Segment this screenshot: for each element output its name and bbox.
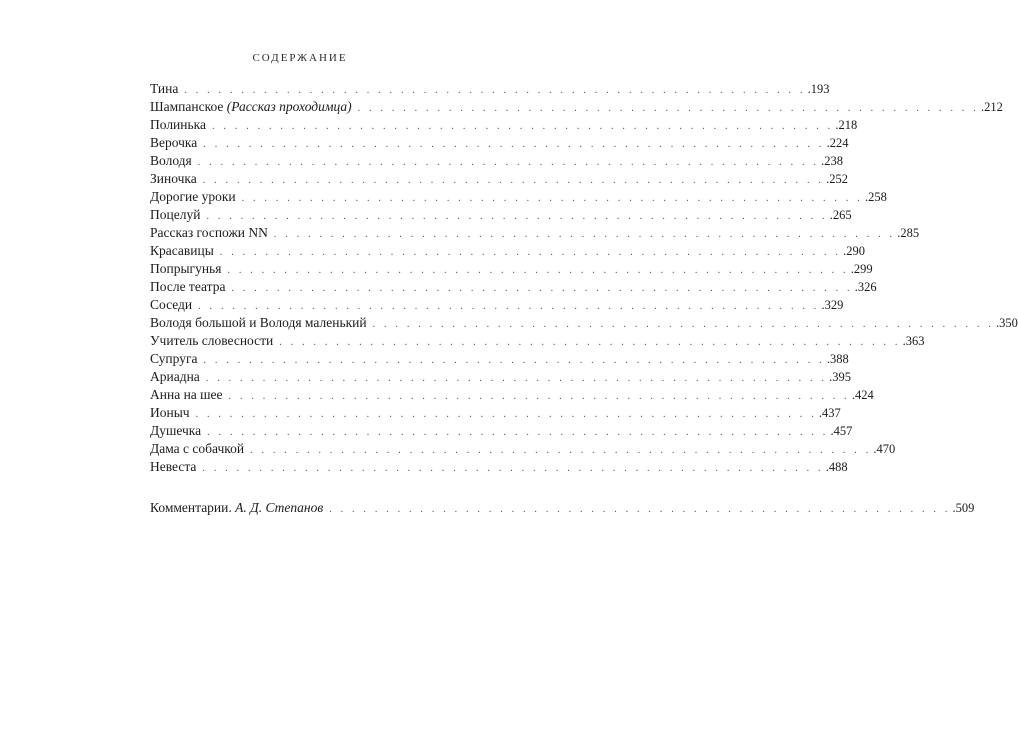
toc-leader-dots: . . . . . . . . . . . . . . . . . . . . . . . . . . . . . . . . . . . . . . . . . . . . . . . . . . . . . . . [212, 121, 834, 132]
toc-page-number: .299 [850, 262, 873, 276]
toc-entry-title: Соседи [150, 297, 193, 312]
toc-entry-title: Тина [150, 81, 179, 96]
toc-entry[interactable] [150, 116, 858, 134]
toc-entry[interactable] [150, 296, 844, 314]
toc-leader-dots: . . . . . . . . . . . . . . . . . . . . . . . . . . . . . . . . . . . . . . . . . . . . . . . . . . . . . . . [197, 157, 820, 168]
toc-entry-title: Красавицы [150, 243, 214, 258]
toc-list [150, 80, 1018, 517]
toc-entry[interactable] [150, 278, 877, 296]
toc-page-number: .470 [873, 442, 896, 456]
toc-page-number: .437 [818, 406, 841, 420]
toc-page-number: .252 [826, 172, 848, 186]
toc-entry[interactable] [150, 170, 848, 188]
toc-entry[interactable] [150, 224, 920, 242]
toc-leader-dots: . . . . . . . . . . . . . . . . . . . . . . . . . . . . . . . . . . . . . . . . . . . . . . . . . . . . . . . [202, 175, 825, 186]
toc-entry-title: Учитель словесности [150, 333, 274, 348]
toc-leader-dots: . . . . . . . . . . . . . . . . . . . . . . . . . . . . . . . . . . . . . . . . . . . . . . . . . . . . . . . [203, 355, 825, 366]
toc-entry[interactable] [150, 440, 896, 458]
toc-leader-dots: . . . . . . . . . . . . . . . . . . . . . . . . . . . . . . . . . . . . . . . . . . . . . . . . . . . . . . . [206, 211, 828, 222]
toc-entry-title: Дама с собачкой [150, 441, 245, 456]
toc-entry[interactable] [150, 368, 851, 386]
toc-entry[interactable] [150, 98, 1003, 116]
toc-entry[interactable] [150, 404, 841, 422]
toc-entry-title: Попрыгунья [150, 261, 222, 276]
toc-leader-dots: . . . . . . . . . . . . . . . . . . . . . . . . . . . . . . . . . . . . . . . . . . . . . . . . . . . . . . . [219, 247, 842, 258]
toc-leader-dots: . . . . . . . . . . . . . . . . . . . . . . . . . . . . . . . . . . . . . . . . . . . . . . . . . . . . . . . [357, 103, 979, 114]
toc-leader-dots: . . . . . . . . . . . . . . . . . . . . . . . . . . . . . . . . . . . . . . . . . . . . . . . . . . . . . . . [184, 85, 806, 96]
toc-entry-title: После театра [150, 279, 226, 294]
toc-page-number: .258 [864, 190, 887, 204]
toc-page-number: .509 [952, 501, 975, 515]
toc-leader-dots: . . . . . . . . . . . . . . . . . . . . . . . . . . . . . . . . . . . . . . . . . . . . . . . . . . . . . . . [203, 139, 825, 150]
toc-page-number: .265 [829, 208, 852, 222]
toc-entry[interactable] [150, 386, 874, 404]
toc-entry[interactable] [150, 134, 849, 152]
toc-entry-title: Комментарии. А. Д. Степанов [150, 500, 324, 515]
toc-leader-dots: . . . . . . . . . . . . . . . . . . . . . . . . . . . . . . . . . . . . . . . . . . . . . . . . . . . . . . . [372, 319, 994, 330]
toc-leader-dots: . . . . . . . . . . . . . . . . . . . . . . . . . . . . . . . . . . . . . . . . . . . . . . . . . . . . . . . [207, 427, 829, 438]
toc-entry[interactable] [150, 242, 865, 260]
toc-leader-dots: . . . . . . . . . . . . . . . . . . . . . . . . . . . . . . . . . . . . . . . . . . . . . . . . . . . . . . . [202, 463, 824, 474]
toc-page-number: .193 [807, 82, 830, 96]
toc-entry-title: Ионыч [150, 405, 190, 420]
toc-entry[interactable] [150, 80, 830, 98]
toc-leader-dots: . . . . . . . . . . . . . . . . . . . . . . . . . . . . . . . . . . . . . . . . . . . . . . . . . . . . . . . [231, 283, 853, 294]
toc-entry[interactable] [150, 260, 873, 278]
toc-page-number: .329 [821, 298, 844, 312]
toc-entry-title: Невеста [150, 459, 197, 474]
toc-entry[interactable] [150, 206, 852, 224]
toc-entry-title: Володя [150, 153, 192, 168]
toc-page-number: .212 [980, 100, 1003, 114]
toc-page-number: .350 [995, 316, 1018, 330]
toc-entry[interactable] [150, 458, 848, 476]
toc-entry[interactable] [150, 188, 887, 206]
toc-leader-dots: . . . . . . . . . . . . . . . . . . . . . . . . . . . . . . . . . . . . . . . . . . . . . . . . . . . . . . . [198, 301, 820, 312]
toc-page-number: .457 [830, 424, 853, 438]
toc-page-number: .395 [829, 370, 851, 384]
toc-leader-dots: . . . . . . . . . . . . . . . . . . . . . . . . . . . . . . . . . . . . . . . . . . . . . . . . . . . . . . . [279, 337, 901, 348]
page-title: СОДЕРЖАНИЕ [252, 52, 348, 64]
toc-entry-title: Анна на шее [150, 387, 223, 402]
toc-page-number: .285 [897, 226, 920, 240]
toc-entry-title: Полинька [150, 117, 207, 132]
toc-leader-dots: . . . . . . . . . . . . . . . . . . . . . . . . . . . . . . . . . . . . . . . . . . . . . . . . . . . . . . . [205, 373, 828, 384]
toc-page-number: .424 [851, 388, 874, 402]
toc-leader-dots: . . . . . . . . . . . . . . . . . . . . . . . . . . . . . . . . . . . . . . . . . . . . . . . . . . . . . . . [228, 391, 850, 402]
section-gap [150, 476, 480, 499]
toc-entry[interactable] [150, 422, 853, 440]
toc-page-number: .363 [902, 334, 925, 348]
toc-entry-title: Душечка [150, 423, 202, 438]
toc-page-number: .388 [826, 352, 849, 366]
toc-entry[interactable] [150, 332, 925, 350]
toc-leader-dots: . . . . . . . . . . . . . . . . . . . . . . . . . . . . . . . . . . . . . . . . . . . . . . . . . . . . . . . [329, 504, 951, 515]
toc-leader-dots: . . . . . . . . . . . . . . . . . . . . . . . . . . . . . . . . . . . . . . . . . . . . . . . . . . . . . . . [241, 193, 863, 204]
toc-entry-title: Ариадна [150, 369, 200, 384]
toc-leader-dots: . . . . . . . . . . . . . . . . . . . . . . . . . . . . . . . . . . . . . . . . . . . . . . . . . . . . . . . [273, 229, 896, 240]
toc-entry-title: Шампанское (Рассказ проходимца) [150, 99, 352, 114]
toc-entry-commentary[interactable] [150, 499, 975, 517]
toc-entry-title: Рассказ госпожи NN [150, 225, 268, 240]
toc-leader-dots: . . . . . . . . . . . . . . . . . . . . . . . . . . . . . . . . . . . . . . . . . . . . . . . . . . . . . . . [195, 409, 817, 420]
toc-leader-dots: . . . . . . . . . . . . . . . . . . . . . . . . . . . . . . . . . . . . . . . . . . . . . . . . . . . . . . . [227, 265, 849, 276]
toc-entry-title: Зиночка [150, 171, 197, 186]
toc-page-number: .218 [835, 118, 858, 132]
toc-entry-title: Верочка [150, 135, 198, 150]
toc-entry-title: Поцелуй [150, 207, 201, 222]
toc-entry-title: Супруга [150, 351, 198, 366]
toc-leader-dots: . . . . . . . . . . . . . . . . . . . . . . . . . . . . . . . . . . . . . . . . . . . . . . . . . . . . . . . [250, 445, 872, 456]
toc-page-number: .290 [843, 244, 865, 258]
toc-page-number: .224 [826, 136, 849, 150]
toc-page-number: .238 [821, 154, 843, 168]
toc-entry-title: Дорогие уроки [150, 189, 236, 204]
toc-entry-title: Володя большой и Володя маленький [150, 315, 367, 330]
toc-page-number: .488 [825, 460, 848, 474]
toc-entries [150, 80, 1018, 476]
toc-entry[interactable] [150, 152, 843, 170]
toc-entry[interactable] [150, 314, 1018, 332]
toc-page-number: .326 [854, 280, 877, 294]
toc-entry[interactable] [150, 350, 849, 368]
